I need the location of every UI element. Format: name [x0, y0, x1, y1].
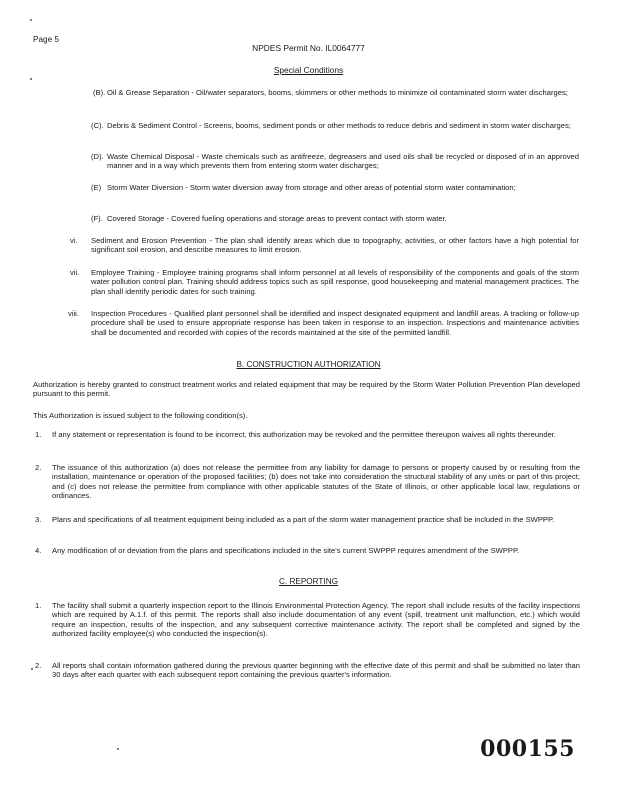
reporting-text: The facility shall submit a quarterly inspection report to the Illinois Environmental Protection Agency. The report shall include results of the facility inspections which are required by A.1.f. of this permit. The reports shall also include documentation of any event (spill, treatment unit malfunction, etc.) which would require an inspection, results of the inspection, and any subsequent corrective maintenance activity. The report shall be completed and signed by the authorized facility employee(s) who conducted the inspection(s).	[52, 601, 580, 639]
condition-text: The issuance of this authorization (a) does not release the permittee from any liability for damage to persons or property caused by or resulting from the installation, maintenance or operation of the proposed facilities; (b) does not take into consideration the structural stability of any units or part of this project; and (c) does not release the permittee from compliance with other applicable statutes of the State of Illinois, or other applicable local law, regulations or ordinances.	[52, 463, 580, 501]
plan-item-label: viii.	[68, 309, 79, 318]
measure-text: Covered Storage - Covered fueling operations and storage areas to prevent contact with storm water.	[107, 214, 447, 223]
reporting-text: All reports shall contain information gathered during the previous quarter beginning with the effective date of this permit and shall be submitted no later than 30 days after each quarter with each subsequent report containing the previous quarter's information.	[52, 661, 580, 680]
plan-item-label: vii.	[70, 268, 80, 277]
condition-label: 2.	[35, 463, 42, 472]
scan-mark	[31, 668, 33, 670]
measure-label: (C).	[91, 121, 104, 130]
page-label: Page 5	[33, 35, 59, 44]
document-serial-number: 000155	[480, 736, 575, 762]
measure-label: (E)	[91, 183, 102, 192]
reporting-heading	[0, 577, 617, 586]
reporting-label: 1.	[35, 601, 42, 610]
plan-item-label: vi.	[70, 236, 78, 245]
section-title	[0, 66, 617, 75]
condition-text: Plans and specifications of all treatment equipment being included as a part of the storm water management practice shall be included in the SWPPP.	[52, 515, 555, 524]
measure-text: Waste Chemical Disposal - Waste chemicals such as antifreeze, degreasers and used oils shall be recycled or disposed of in an approved manner and in a way which prevents them from entering storm water discharges;	[107, 152, 579, 171]
reporting-label: 2.	[35, 661, 42, 670]
construction-heading-text: B. CONSTRUCTION AUTHORIZATION	[236, 360, 381, 369]
condition-text: If any statement or representation is found to be incorrect, this authorization may be revoked and the permittee thereupon waives all rights thereunder.	[52, 430, 557, 439]
construction-heading	[0, 360, 617, 369]
plan-item-text: Inspection Procedures - Qualified plant personnel shall be identified and inspect designated equipment and landfill areas. A tracking or follow-up procedure shall be used to ensure appropriate response has been taken in response to an inspection. Inspections and maintenance activities shall be documented and recorded with copies of the records maintained at the site of the permitted landfill.	[91, 309, 579, 337]
scan-mark	[30, 78, 32, 80]
plan-item-text: Employee Training - Employee training programs shall inform personnel at all levels of responsibility of the components and goals of the storm water pollution control plan. Training should address topics such as spill response, good housekeeping and material management practices. The plan shall identify periodic dates for such training.	[91, 268, 579, 296]
permit-number: NPDES Permit No. IL0064777	[252, 43, 365, 53]
plan-item-text: Sediment and Erosion Prevention - The plan shall identify areas which due to topography, activities, or other factors have a high potential for significant soil erosion, and describe measures to limit erosion.	[91, 236, 579, 255]
reporting-heading-text: C. REPORTING	[279, 577, 338, 586]
condition-label: 4.	[35, 546, 42, 555]
measure-text: Oil & Grease Separation - Oil/water separators, booms, skimmers or other methods to minimize oil contaminated storm water discharges;	[107, 88, 568, 97]
scan-mark	[30, 19, 32, 21]
construction-subject: This Authorization is issued subject to the following condition(s).	[33, 411, 248, 420]
section-title-text: Special Conditions	[273, 65, 344, 75]
measure-text: Storm Water Diversion - Storm water diversion away from storage and other areas of potential storm water contamination;	[107, 183, 516, 192]
measure-text: Debris & Sediment Control - Screens, booms, sediment ponds or other methods to reduce debris and sediment in storm water discharges;	[107, 121, 571, 130]
measure-label: (F).	[91, 214, 103, 223]
condition-label: 3.	[35, 515, 42, 524]
construction-intro: Authorization is hereby granted to construct treatment works and related equipment that may be required by the Storm Water Pollution Prevention Plan developed pursuant to this permit.	[33, 380, 580, 399]
condition-text: Any modification of or deviation from the plans and specifications included in the site's current SWPPP requires amendment of the SWPPP.	[52, 546, 520, 555]
measure-label: (B).	[93, 88, 106, 97]
measure-label: (D).	[91, 152, 104, 161]
scan-mark	[117, 748, 119, 750]
condition-label: 1.	[35, 430, 42, 439]
